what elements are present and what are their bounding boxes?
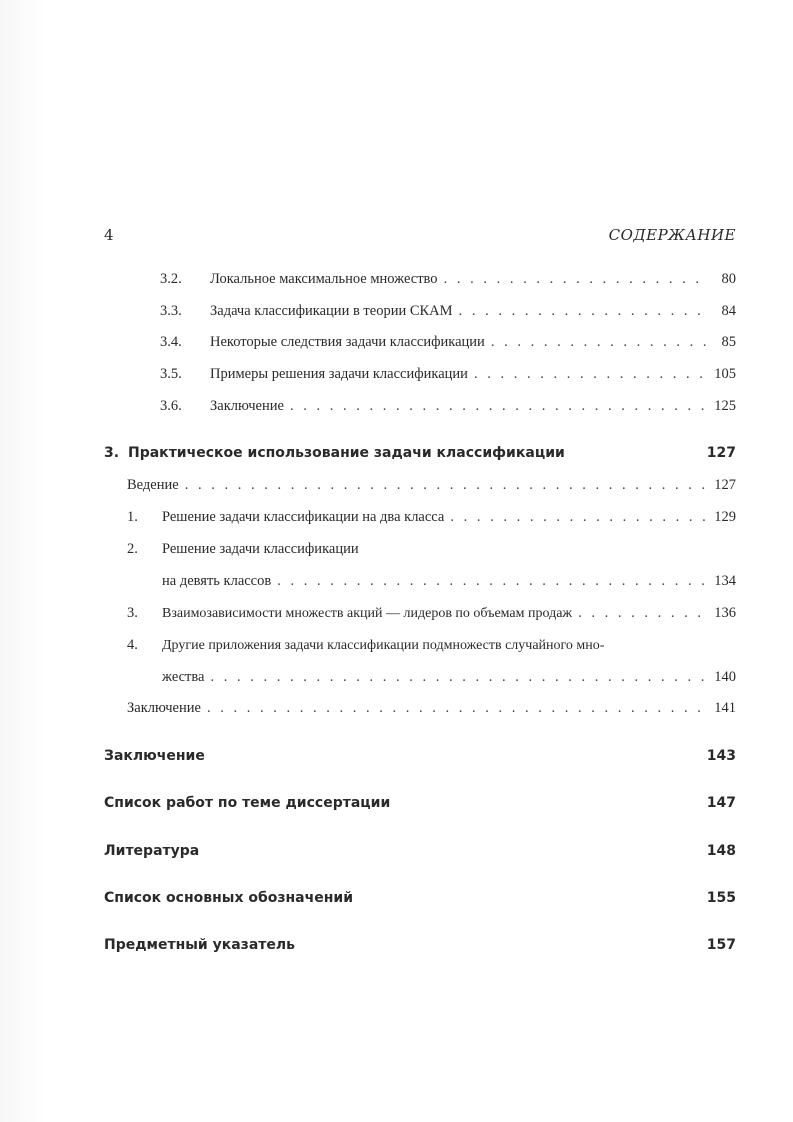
toc-entry-3-2[interactable] <box>160 268 736 290</box>
toc-chapter-page: 155 <box>706 890 736 906</box>
toc-notation[interactable] <box>104 887 736 909</box>
toc-entry-3-3[interactable] <box>160 300 736 322</box>
leader-dots <box>185 474 706 496</box>
toc-entry-title-continued: на девять классов <box>162 573 272 589</box>
toc-entry-number: 3.5. <box>160 366 182 382</box>
toc-index[interactable] <box>104 934 736 956</box>
toc-entry-title-continued: жества <box>162 669 205 685</box>
toc-conclusion[interactable] <box>104 745 736 767</box>
toc-entry-title: Заключение <box>210 398 284 414</box>
leader-dots <box>444 268 706 290</box>
toc-entry-title: Решение задачи классификации <box>162 541 359 557</box>
toc-literature[interactable] <box>104 840 736 862</box>
toc-entry-page: 129 <box>714 509 736 525</box>
toc-entry-page: 140 <box>714 669 736 685</box>
toc-entry-page: 105 <box>714 366 736 382</box>
leader-dots <box>207 697 706 719</box>
toc-chapter-page: 143 <box>706 748 736 764</box>
toc-entry-title: Локальное максимальное множество <box>210 271 438 287</box>
toc-entry-page: 136 <box>714 605 736 621</box>
toc-chapter-title: Предметный указатель <box>104 937 295 953</box>
toc-entry-introduction[interactable] <box>127 474 736 496</box>
toc-entry-3-6[interactable] <box>160 395 736 417</box>
toc-entry-title: Ведение <box>127 477 179 493</box>
page-header <box>104 226 736 248</box>
toc-entry-ch3-4-line1[interactable] <box>127 634 736 656</box>
scan-edge-shadow <box>0 0 46 1122</box>
toc-entry-page: 84 <box>721 303 736 319</box>
toc-entry-number: 3.3. <box>160 303 182 319</box>
leader-dots <box>459 300 706 322</box>
toc-entry-number: 1. <box>127 509 138 525</box>
toc-entry-title: Решение задачи классификации на два класса <box>162 509 445 525</box>
leader-dots <box>578 602 706 624</box>
toc-entry-number: 2. <box>127 541 138 557</box>
toc-entry-title: Некоторые следствия задачи классификации <box>210 334 485 350</box>
toc-entry-3-4[interactable] <box>160 331 736 353</box>
toc-entry-title: Другие приложения задачи классификации подмножеств случайного мно- <box>162 638 605 653</box>
toc-entry-page: 85 <box>721 334 736 350</box>
toc-entry-number: 3. <box>127 605 138 621</box>
toc-chapter-3[interactable] <box>104 442 736 464</box>
page-number: 4 <box>104 226 114 244</box>
leader-dots <box>277 570 706 592</box>
toc-entry-page: 125 <box>714 398 736 414</box>
toc-entry-title: Примеры решения задачи классификации <box>210 366 468 382</box>
leader-dots <box>450 506 706 528</box>
toc-entry-ch3-2-line1[interactable] <box>127 538 736 560</box>
toc-entry-ch3-2-line2[interactable] <box>162 570 736 592</box>
toc-publications[interactable] <box>104 792 736 814</box>
toc-entry-page: 141 <box>714 700 736 716</box>
toc-entry-title: Задача классификации в теории СКАМ <box>210 303 453 319</box>
leader-dots <box>211 666 707 688</box>
toc-entry-3-5[interactable] <box>160 363 736 385</box>
toc-chapter-page: 147 <box>706 795 736 811</box>
leader-dots <box>474 363 706 385</box>
toc-chapter-page: 148 <box>706 843 736 859</box>
toc-entry-page: 127 <box>714 477 736 493</box>
toc-chapter-title: Список работ по теме диссертации <box>104 795 391 811</box>
toc-chapter-title: Список основных обозначений <box>104 890 354 906</box>
toc-chapter-page: 157 <box>706 937 736 953</box>
leader-dots <box>290 395 706 417</box>
leader-dots <box>491 331 706 353</box>
toc-entry-number: 3.2. <box>160 271 182 287</box>
toc-chapter-title: Литература <box>104 843 200 859</box>
toc-entry-number: 3.4. <box>160 334 182 350</box>
toc-entry-ch3-4-line2[interactable] <box>162 666 736 688</box>
toc-entry-page: 134 <box>714 573 736 589</box>
toc-chapter-page: 127 <box>706 445 736 461</box>
running-title: СОДЕРЖАНИЕ <box>608 226 736 244</box>
toc-entry-title: Взаимозависимости множеств акций — лидеров по объемам продаж <box>162 606 573 621</box>
toc-entry-page: 80 <box>721 271 736 287</box>
toc-chapter-title: Заключение <box>104 748 205 764</box>
toc-entry-number: 4. <box>127 637 138 653</box>
toc-entry-ch3-1[interactable] <box>127 506 736 528</box>
toc-entry-ch3-3[interactable] <box>127 602 736 624</box>
toc-chapter-number: 3. <box>104 445 120 461</box>
toc-entry-title: Заключение <box>127 700 201 716</box>
toc-entry-number: 3.6. <box>160 398 182 414</box>
toc-entry-ch3-conclusion[interactable] <box>127 697 736 719</box>
toc-chapter-title: Практическое использование задачи классификации <box>128 445 565 461</box>
